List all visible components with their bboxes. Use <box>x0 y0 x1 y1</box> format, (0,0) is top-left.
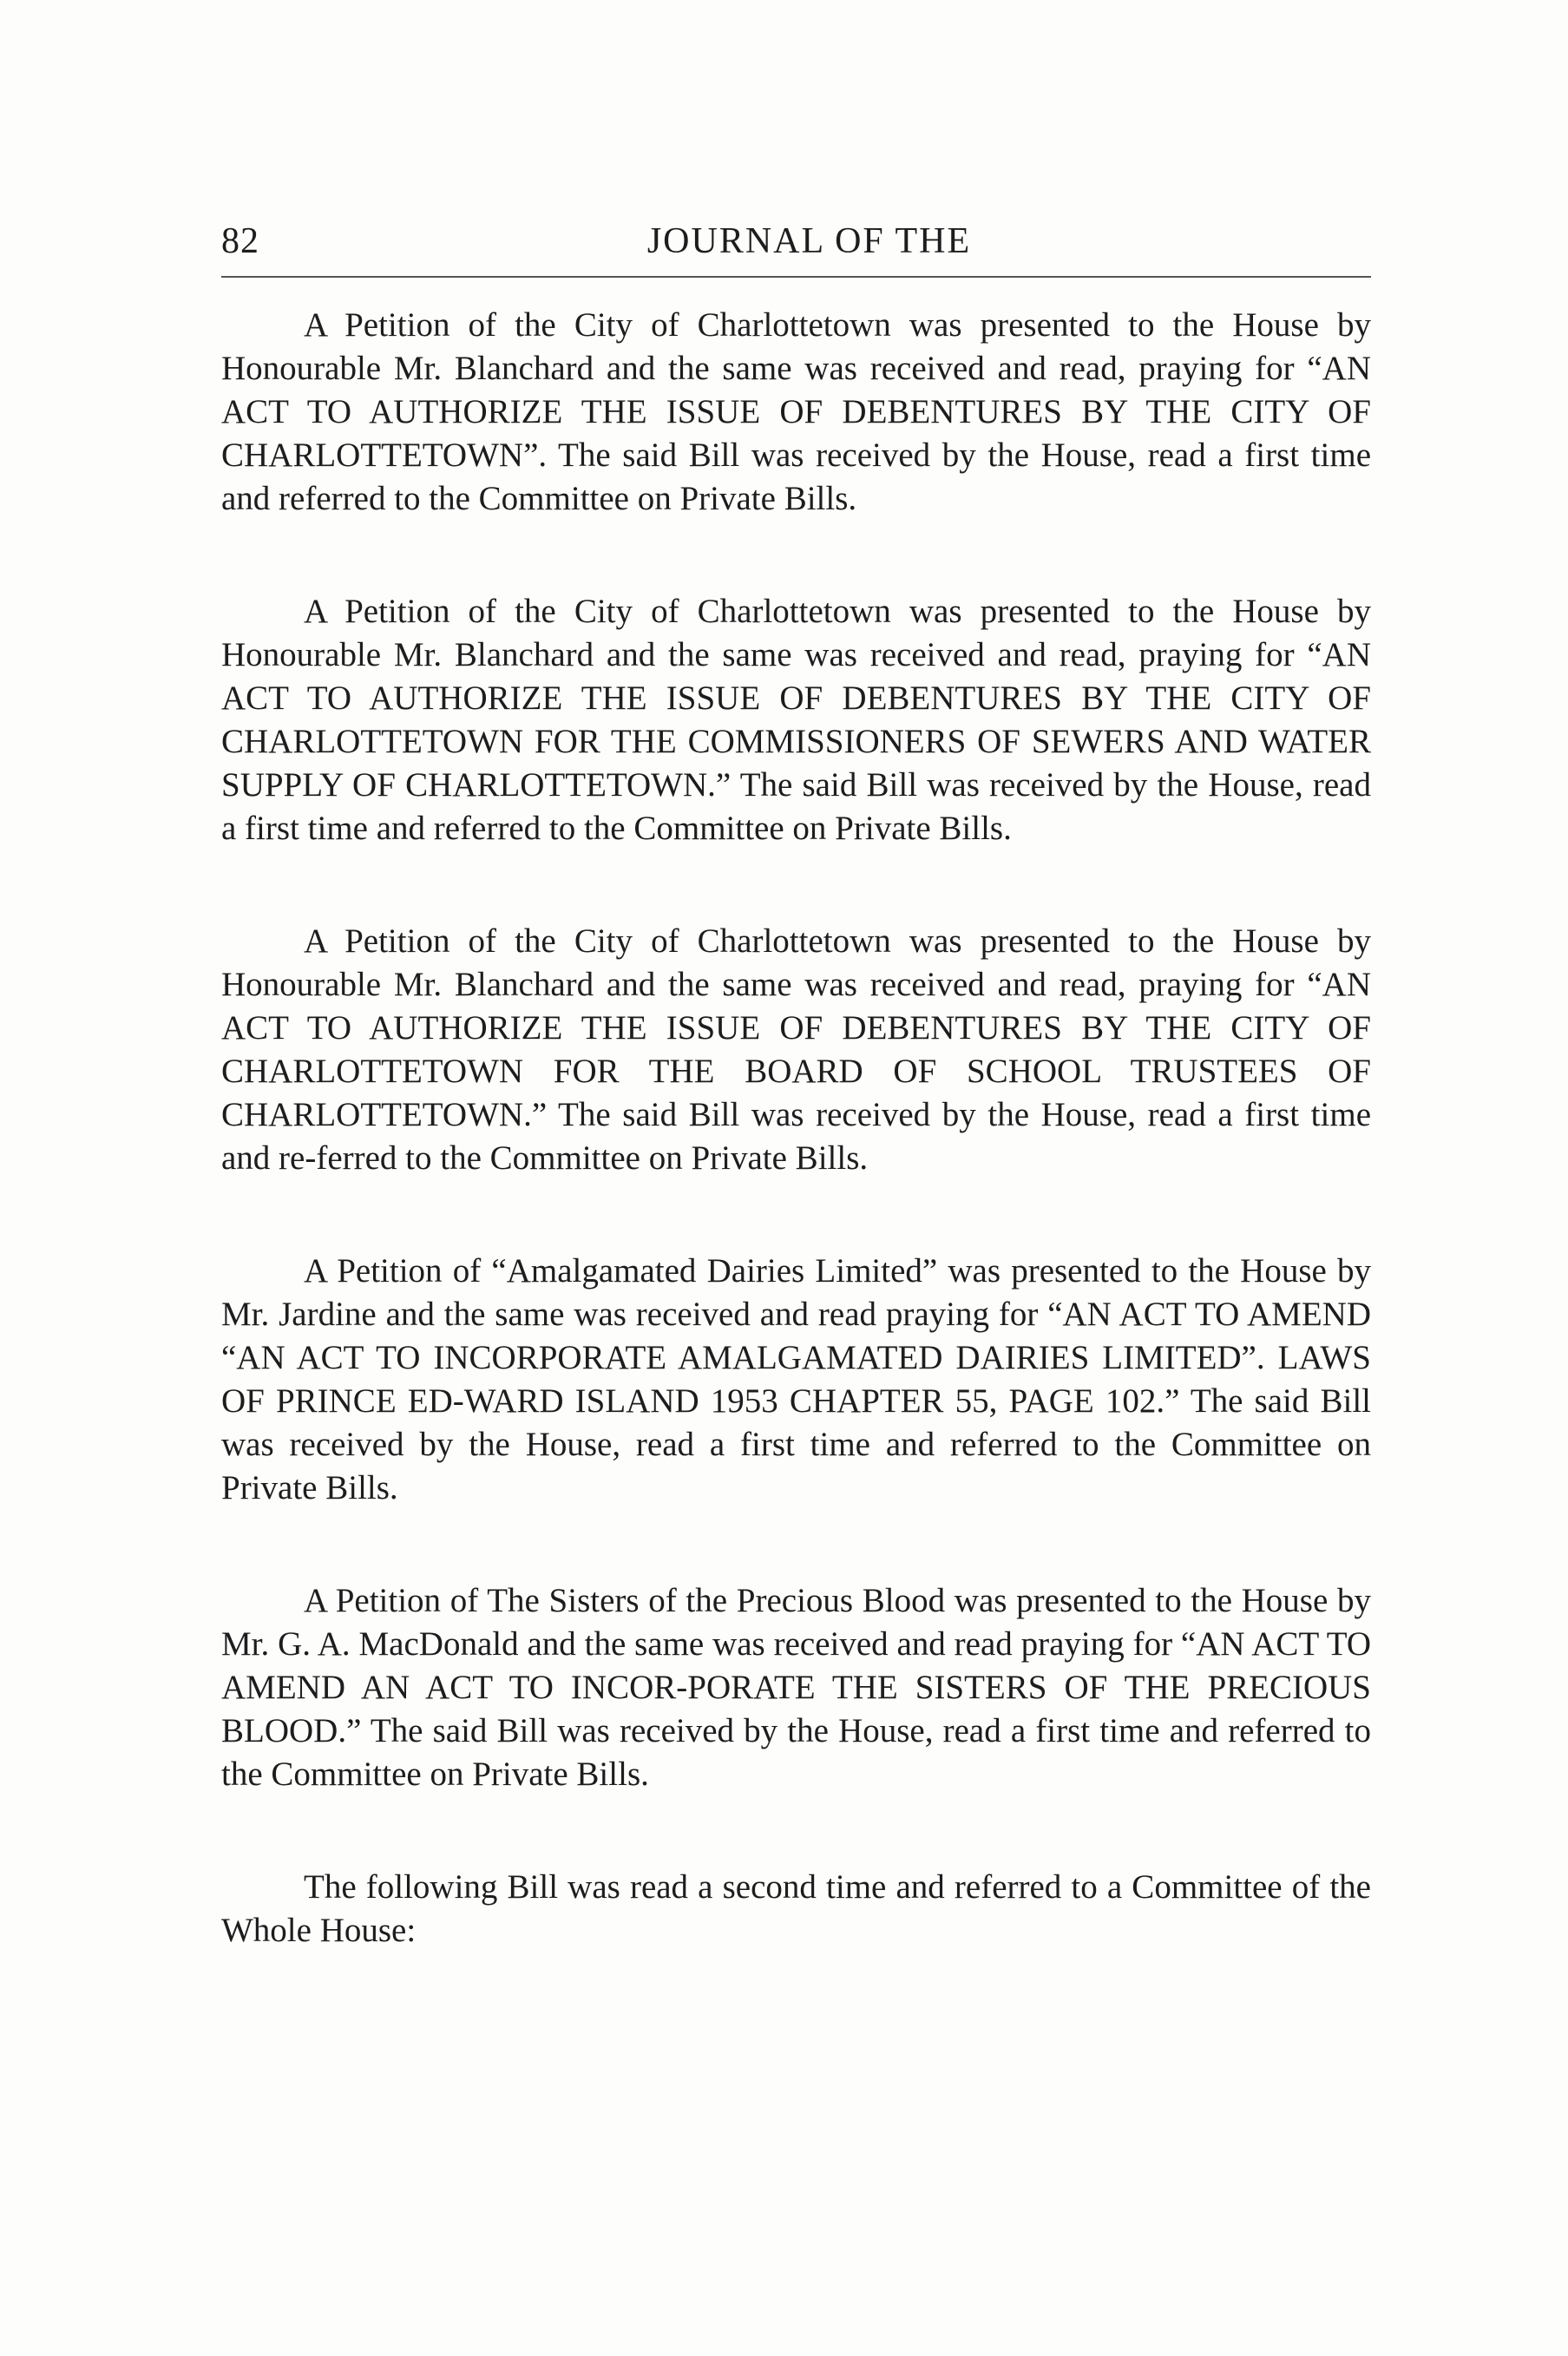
header-rule <box>221 276 1371 278</box>
petition-paragraph-charlottetown-debentures: A Petition of the City of Charlottetown was presented to the House by Honourable Mr. Blanchard and the same was received and read, praying for “AN ACT TO AUTHORIZE THE ISSUE OF DEBENTURES BY THE CITY OF CHARLOTTETOWN”. The said Bill was received by the House, read a first time and referred to the Committee on Private Bills. <box>221 306 1371 517</box>
second-reading-paragraph: The following Bill was read a second time and referred to a Committee of the Whole House: <box>221 1868 1371 1949</box>
journal-body <box>221 304 1371 2022</box>
page-header <box>221 215 1371 272</box>
page-number: 82 <box>221 221 259 261</box>
petition-paragraph-amalgamated-dairies: A Petition of “Amalgamated Dairies Limited” was presented to the House by Mr. Jardine and the same was received and read praying for “AN ACT TO AMEND “AN ACT TO INCORPORATE AMALGAMATED DAIRIES LIMITED”. LAWS OF PRINCE ED-WARD ISLAND 1953 CHAPTER 55, PAGE 102.” The said Bill was received by the House, read a first time and referred to the Committee on Private Bills. <box>221 1252 1371 1506</box>
running-title: JOURNAL OF THE <box>646 221 972 261</box>
petition-paragraph-sisters-precious-blood: A Petition of The Sisters of the Precious Blood was presented to the House by Mr. G. A. MacDonald and the same was received and read praying for “AN ACT TO AMEND AN ACT TO INCOR-PORATE THE SISTERS OF THE PRECIOUS BLOOD.” The said Bill was received by the House, read a first time and referred to the Committee on Private Bills. <box>221 1582 1371 1793</box>
petition-paragraph-school-trustees: A Petition of the City of Charlottetown was presented to the House by Honourable Mr. Blanchard and the same was received and read, praying for “AN ACT TO AUTHORIZE THE ISSUE OF DEBENTURES BY THE CITY OF CHARLOTTETOWN FOR THE BOARD OF SCHOOL TRUSTEES OF CHARLOTTETOWN.” The said Bill was received by the House, read a first time and re-ferred to the Committee on Private Bills. <box>221 922 1371 1177</box>
petition-paragraph-sewers-water-supply: A Petition of the City of Charlottetown was presented to the House by Honourable Mr. Blanchard and the same was received and read, praying for “AN ACT TO AUTHORIZE THE ISSUE OF DEBENTURES BY THE CITY OF CHARLOTTETOWN FOR THE COMMISSIONERS OF SEWERS AND WATER SUPPLY OF CHARLOTTETOWN.” The said Bill was received by the House, read a first time and referred to the Committee on Private Bills. <box>221 593 1371 847</box>
